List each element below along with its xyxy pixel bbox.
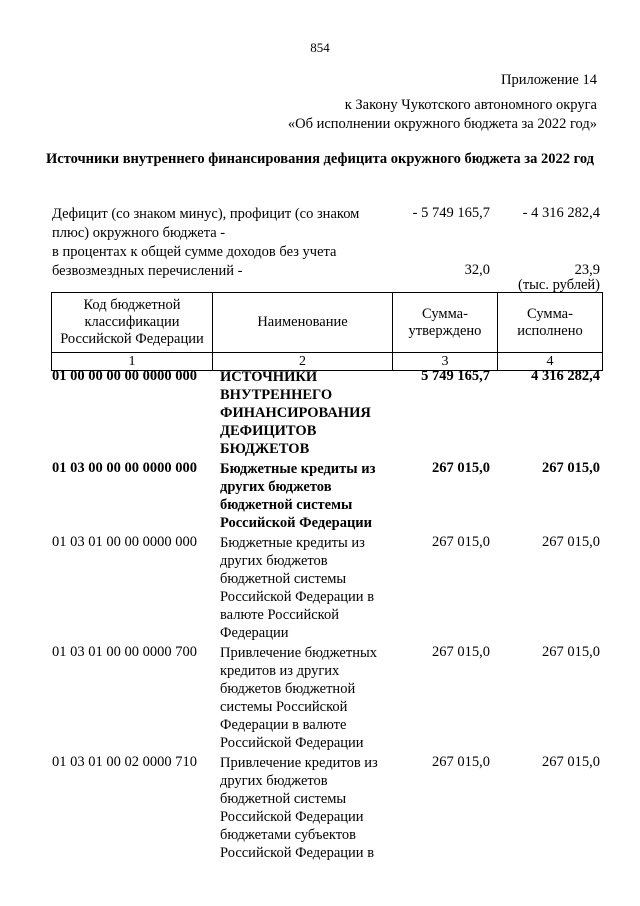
row-executed: 4 316 282,4	[531, 368, 600, 384]
row-code: 01 00 00 00 00 0000 000	[52, 368, 197, 384]
row-name: Привлечение кредитов из других бюджетов бюджетной системы Российской Федерации бюджетами субъектов Российской Федерации в	[220, 755, 378, 861]
row-executed: 267 015,0	[542, 644, 600, 660]
appendix-law: к Закону Чукотского автономного округа	[344, 97, 597, 113]
row-approved: 5 749 165,7	[421, 368, 490, 384]
row-code: 01 03 00 00 00 0000 000	[52, 460, 197, 476]
column-number-4: 4	[498, 353, 603, 371]
percent-executed: 23,9	[574, 262, 600, 278]
table-row	[52, 534, 602, 642]
row-approved: 267 015,0	[432, 460, 490, 476]
header-approved: Сумма-утверждено	[393, 293, 498, 353]
deficit-executed: - 4 316 282,4	[522, 205, 600, 221]
deficit-approved: - 5 749 165,7	[412, 205, 490, 221]
header-executed: Сумма-исполнено	[498, 293, 603, 353]
row-name: Бюджетные кредиты из других бюджетов бюджетной системы Российской Федерации в валюте Российской Федерации	[220, 535, 375, 641]
row-executed: 267 015,0	[542, 534, 600, 550]
document-title: Источники внутреннего финансирования дефицита окружного бюджета за 2022 год	[45, 151, 595, 167]
units-label: (тыс. рублей)	[518, 277, 600, 293]
column-number-3: 3	[393, 353, 498, 371]
header-name: Наименование	[213, 293, 393, 353]
table-row	[52, 460, 602, 532]
row-code: 01 03 01 00 00 0000 000	[52, 534, 197, 550]
row-approved: 267 015,0	[432, 644, 490, 660]
row-name: Бюджетные кредиты из других бюджетов бюджетной системы Российской Федерации	[220, 461, 376, 531]
sources-table	[51, 292, 603, 371]
row-code: 01 03 01 00 00 0000 700	[52, 644, 197, 660]
header-code: Код бюджетной классификации Российской Федерации	[52, 293, 213, 353]
column-number-2: 2	[213, 353, 393, 371]
row-executed: 267 015,0	[542, 460, 600, 476]
column-number-1: 1	[52, 353, 213, 371]
deficit-label: Дефицит (со знаком минус), профицит (со знаком плюс) окружного бюджета -	[52, 206, 360, 241]
row-code: 01 03 01 00 02 0000 710	[52, 754, 197, 770]
table-row	[52, 644, 602, 752]
percent-label: в процентах к общей сумме доходов без учета безвозмездных перечислений -	[52, 244, 337, 279]
appendix-title: Приложение 14	[501, 72, 597, 88]
row-approved: 267 015,0	[432, 754, 490, 770]
row-name: Привлечение бюджетных кредитов из других бюджетов бюджетной системы Российской Федерации в валюте Российской Федерации	[220, 645, 377, 751]
table-row	[52, 368, 602, 458]
row-executed: 267 015,0	[542, 754, 600, 770]
table-body	[52, 368, 602, 862]
table-row	[52, 754, 602, 862]
row-name: ИСТОЧНИКИ ВНУТРЕННЕГО ФИНАНСИРОВАНИЯ ДЕФИЦИТОВ БЮДЖЕТОВ	[220, 369, 371, 457]
row-approved: 267 015,0	[432, 534, 490, 550]
page-number: 854	[310, 40, 330, 55]
percent-approved: 32,0	[464, 262, 490, 278]
appendix-law-name: «Об исполнении окружного бюджета за 2022 год»	[287, 116, 597, 132]
